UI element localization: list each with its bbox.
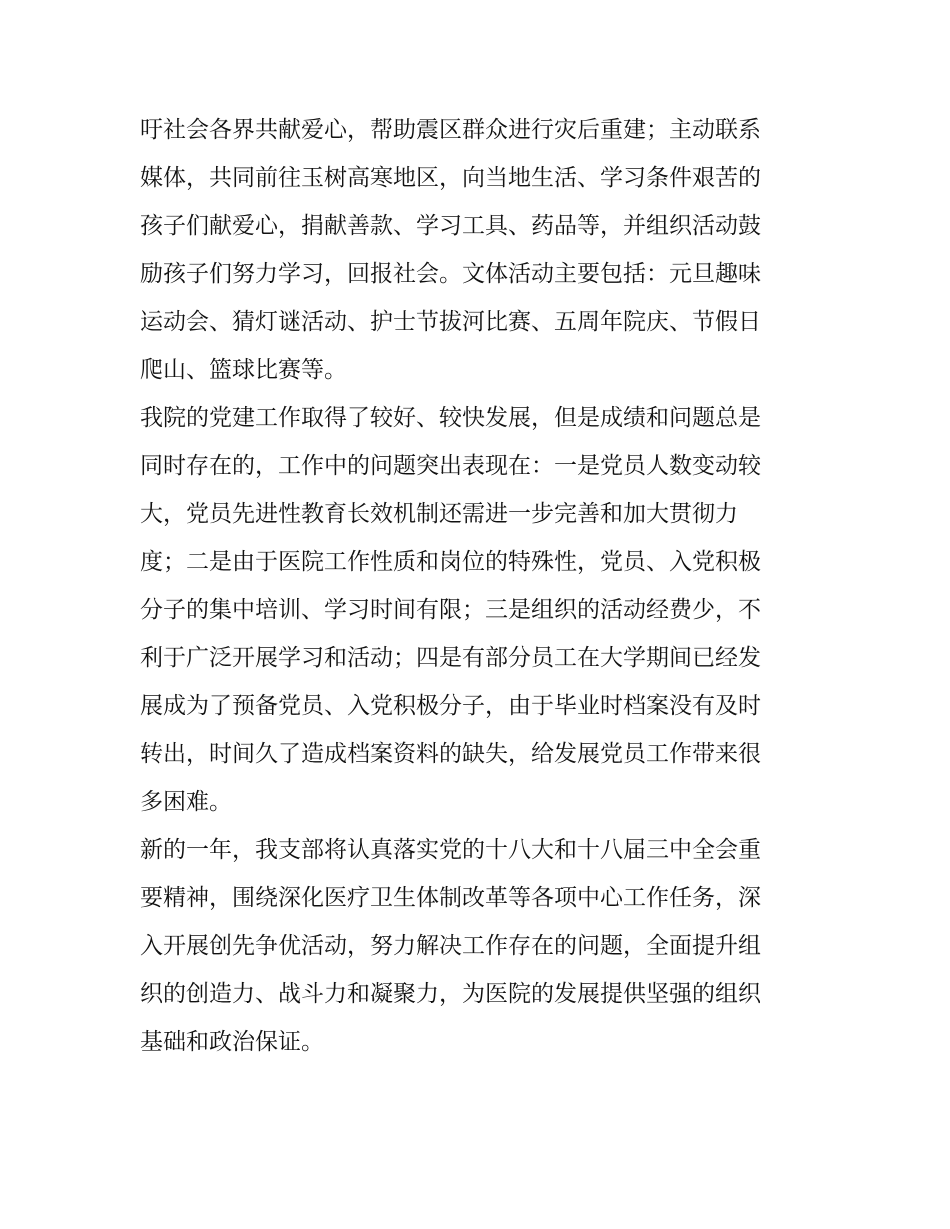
text-line: 度；二是由于医院工作性质和岗位的特殊性，党员、入党积极	[140, 549, 761, 575]
text-line: 大，党员先进性教育长效机制还需进一步完善和加大贯彻力	[140, 501, 738, 527]
text-line: 励孩子们努力学习，回报社会。文体活动主要包括：元旦趣味	[140, 261, 761, 287]
text-line: 基础和政治保证。	[140, 1029, 324, 1055]
paragraph-2	[140, 394, 830, 826]
text-line: 爬山、篮球比赛等。	[140, 357, 347, 383]
text-line: 新的一年，我支部将认真落实党的十八大和十八届三中全会重	[140, 837, 761, 863]
text-line: 多困难。	[140, 789, 232, 815]
text-line: 展成为了预备党员、入党积极分子，由于毕业时档案没有及时	[140, 693, 761, 719]
text-line: 利于广泛开展学习和活动；四是有部分员工在大学期间已经发	[140, 645, 761, 671]
text-line: 媒体，共同前往玉树高寒地区，向当地生活、学习条件艰苦的	[140, 165, 761, 191]
text-line: 转出，时间久了造成档案资料的缺失，给发展党员工作带来很	[140, 741, 761, 767]
text-line: 织的创造力、战斗力和凝聚力，为医院的发展提供坚强的组织	[140, 981, 761, 1007]
document-body	[140, 106, 830, 1066]
paragraph-1	[140, 106, 830, 394]
text-line: 吁社会各界共献爱心，帮助震区群众进行灾后重建；主动联系	[140, 117, 761, 143]
text-line: 同时存在的，工作中的问题突出表现在：一是党员人数变动较	[140, 453, 761, 479]
text-line: 分子的集中培训、学习时间有限；三是组织的活动经费少，不	[140, 597, 761, 623]
text-line: 运动会、猜灯谜活动、护士节拔河比赛、五周年院庆、节假日	[140, 309, 761, 335]
text-line: 入开展创先争优活动，努力解决工作存在的问题，全面提升组	[140, 933, 761, 959]
text-line: 我院的党建工作取得了较好、较快发展，但是成绩和问题总是	[140, 405, 761, 431]
text-line: 孩子们献爱心，捐献善款、学习工具、药品等，并组织活动鼓	[140, 213, 761, 239]
text-line: 要精神，围绕深化医疗卫生体制改革等各项中心工作任务，深	[140, 885, 761, 911]
paragraph-3	[140, 826, 830, 1066]
